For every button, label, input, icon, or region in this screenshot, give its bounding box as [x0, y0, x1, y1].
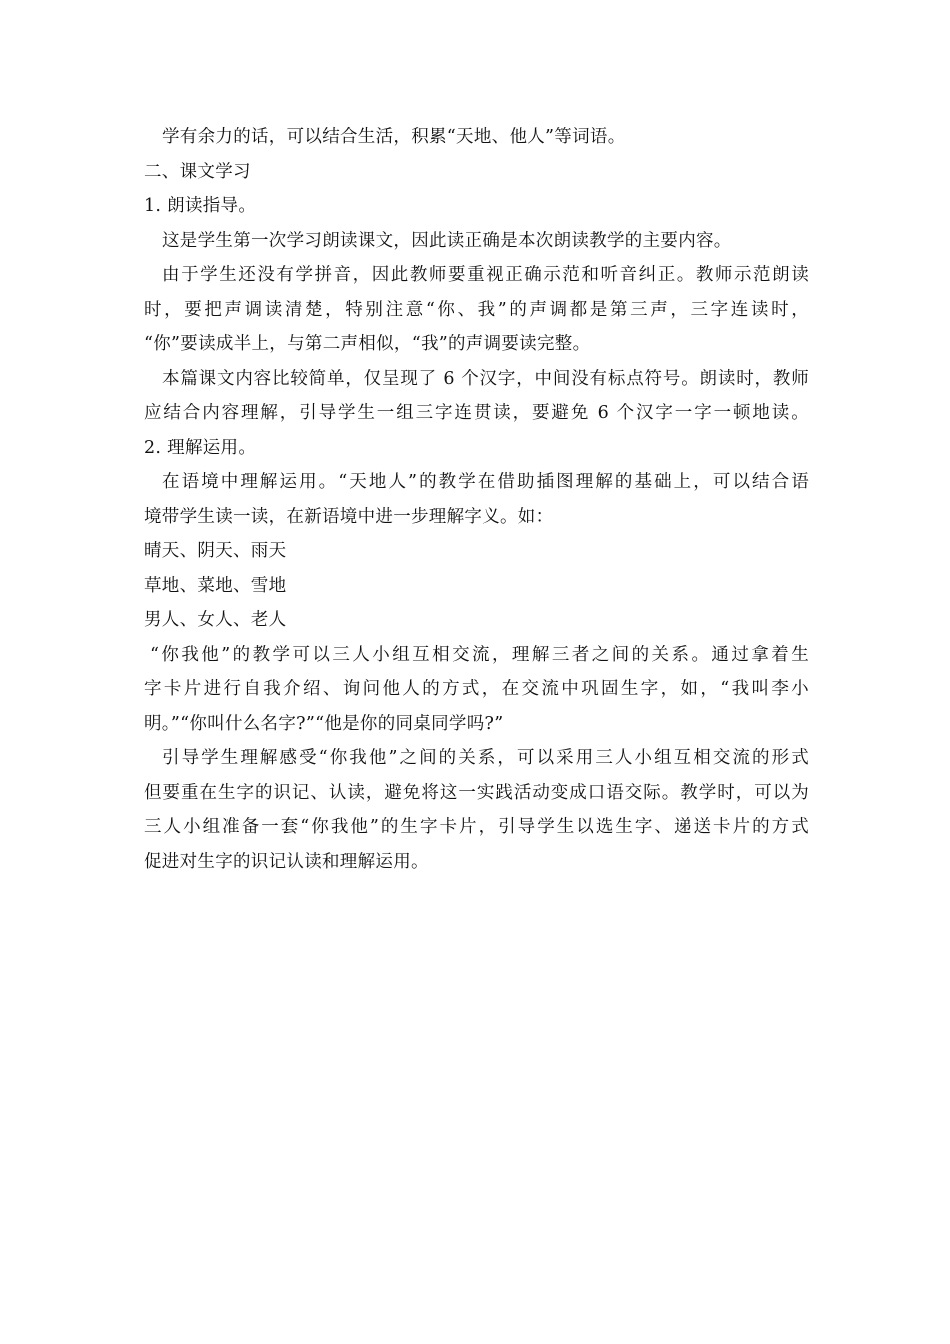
- subsection-heading: 2. 理解运用。: [144, 437, 257, 458]
- paragraph-line: 在语境中理解运用。“天地人”的教学在借助插图理解的基础上，可以结合语: [162, 472, 809, 492]
- subsection-heading: 1. 朗读指导。: [144, 196, 257, 216]
- paragraph-line: 这是学生第一次学习朗读课文，因此读正确是本次朗读教学的主要内容。: [162, 230, 732, 251]
- word-group: 草地、菜地、雪地: [144, 575, 287, 596]
- paragraph-line: 促进对生字的识记认读和理解运用。: [144, 851, 429, 872]
- paragraph-line: “你我他”的教学可以三人小组互相交流，理解三者之间的关系。通过拿着生: [150, 644, 809, 665]
- paragraph-line: “你”要读成半上，与第二声相似，“我”的声调要读完整。: [144, 334, 591, 354]
- paragraph-line: 明。”“你叫什么名字?”“他是你的同桌同学吗?”: [144, 713, 504, 734]
- word-group: 男人、女人、老人: [144, 610, 287, 630]
- word-group: 晴天、阴天、雨天: [144, 541, 287, 561]
- paragraph-line: 三人小组准备一套“你我他”的生字卡片，引导学生以选生字、递送卡片的方式: [144, 817, 809, 837]
- paragraph-line: 由于学生还没有学拼音，因此教师要重视正确示范和听音纠正。教师示范朗读: [162, 265, 809, 285]
- paragraph-line: 但要重在生字的识记、认读，避免将这一实践活动变成口语交际。教学时，可以为: [144, 782, 809, 803]
- paragraph-line: 时，要把声调读清楚，特别注意“你、我”的声调都是第三声，三字连读时，: [144, 299, 809, 320]
- paragraph-line: 境带学生读一读，在新语境中进一步理解字义。如：: [144, 506, 554, 527]
- paragraph-line: 本篇课文内容比较简单，仅呈现了 6 个汉字，中间没有标点符号。朗读时，教师: [162, 368, 809, 389]
- section-heading: 二、课文学习: [144, 161, 251, 182]
- paragraph-line: 应结合内容理解，引导学生一组三字连贯读，要避免 6 个汉字一字一顿地读。: [144, 403, 809, 423]
- paragraph-line: 引导学生理解感受“你我他”之间的关系，可以采用三人小组互相交流的形式: [162, 748, 809, 768]
- document-body: [144, 120, 809, 879]
- paragraph-line: 学有余力的话，可以结合生活，积累“天地、他人”等词语。: [162, 127, 626, 147]
- paragraph-line: 字卡片进行自我介绍、询问他人的方式，在交流中巩固生字，如，“我叫李小: [144, 679, 809, 699]
